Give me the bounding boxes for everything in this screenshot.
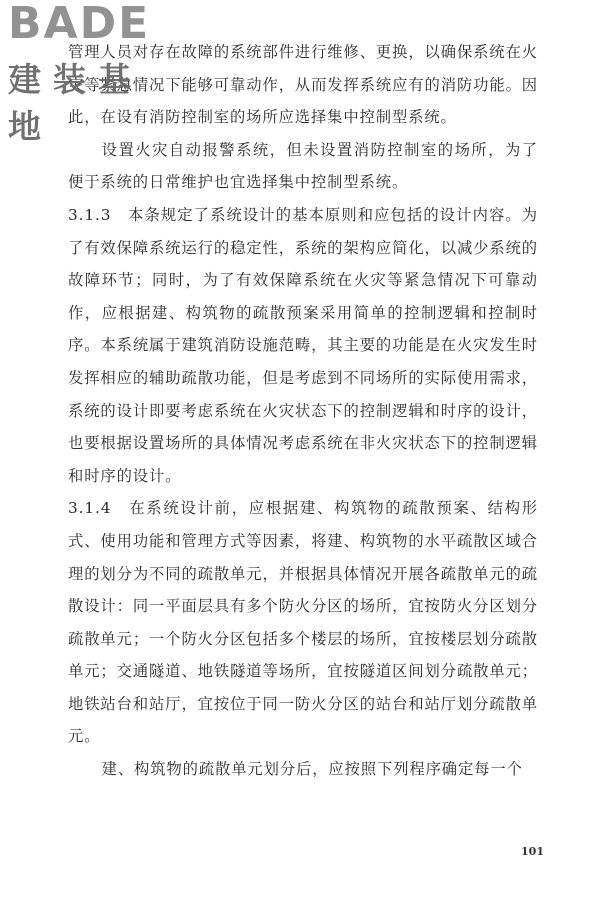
page-number: 101: [521, 845, 544, 858]
paragraph-no-control-room: 设置火灾自动报警系统，但未设置消防控制室的场所，为了便于系统的日常维护也宜选择集中控制型系统。: [68, 140, 538, 192]
clause-3-1-3: 3.1.3 本条规定了系统设计的基本原则和应包括的设计内容。为了有效保障系统运行的稳定性，系统的架构应简化，以减少系统的故障环节；同时，为了有效保障系统在火灾等紧急情况下可靠动作，应根据建、构筑物的疏散预案采用简单的控制逻辑和控制时序。本系统属于建筑消防设施范畴，其主要的功能是在火灾发生时发挥相应的辅助疏散功能，但是考虑到不同场所的实际使用需求，系统的设计即要考虑系统在火灾状态下的控制逻辑和时序的设计，也要根据设置场所的具体情况考虑系统在非火灾状态下的控制逻辑和时序的设计。: [68, 205, 538, 485]
document-body: [68, 36, 538, 786]
watermark-latin-text: BADE: [8, 0, 151, 49]
paragraph-continuation: 管理人员对存在故障的系统部件进行维修、更换，以确保系统在火灾等紧急情况下能够可靠动作，从而发挥系统应有的消防功能。因此，在设有消防控制室的场所应选择集中控制型系统。: [68, 43, 538, 127]
paragraph-evacuation-units: 建、构筑物的疏散单元划分后，应按照下列程序确定每一个: [101, 760, 523, 779]
clause-3-1-4: 3.1.4 在系统设计前，应根据建、构筑物的疏散预案、结构形式、使用功能和管理方式等因素，将建、构筑物的水平疏散区域合理的划分为不同的疏散单元，并根据具体情况开展各疏散单元的疏散设计：同一平面层具有多个防火分区的场所，宜按防火分区划分疏散单元；一个防火分区包括多个楼层的场所，宜按楼层划分疏散单元；交通隧道、地铁隧道等场所，宜按隧道区间划分疏散单元；地铁站台和站厅，宜按位于同一防火分区的站台和站厅划分疏散单元。: [68, 499, 538, 746]
watermark-chinese-text: 建装基地: [8, 60, 143, 146]
